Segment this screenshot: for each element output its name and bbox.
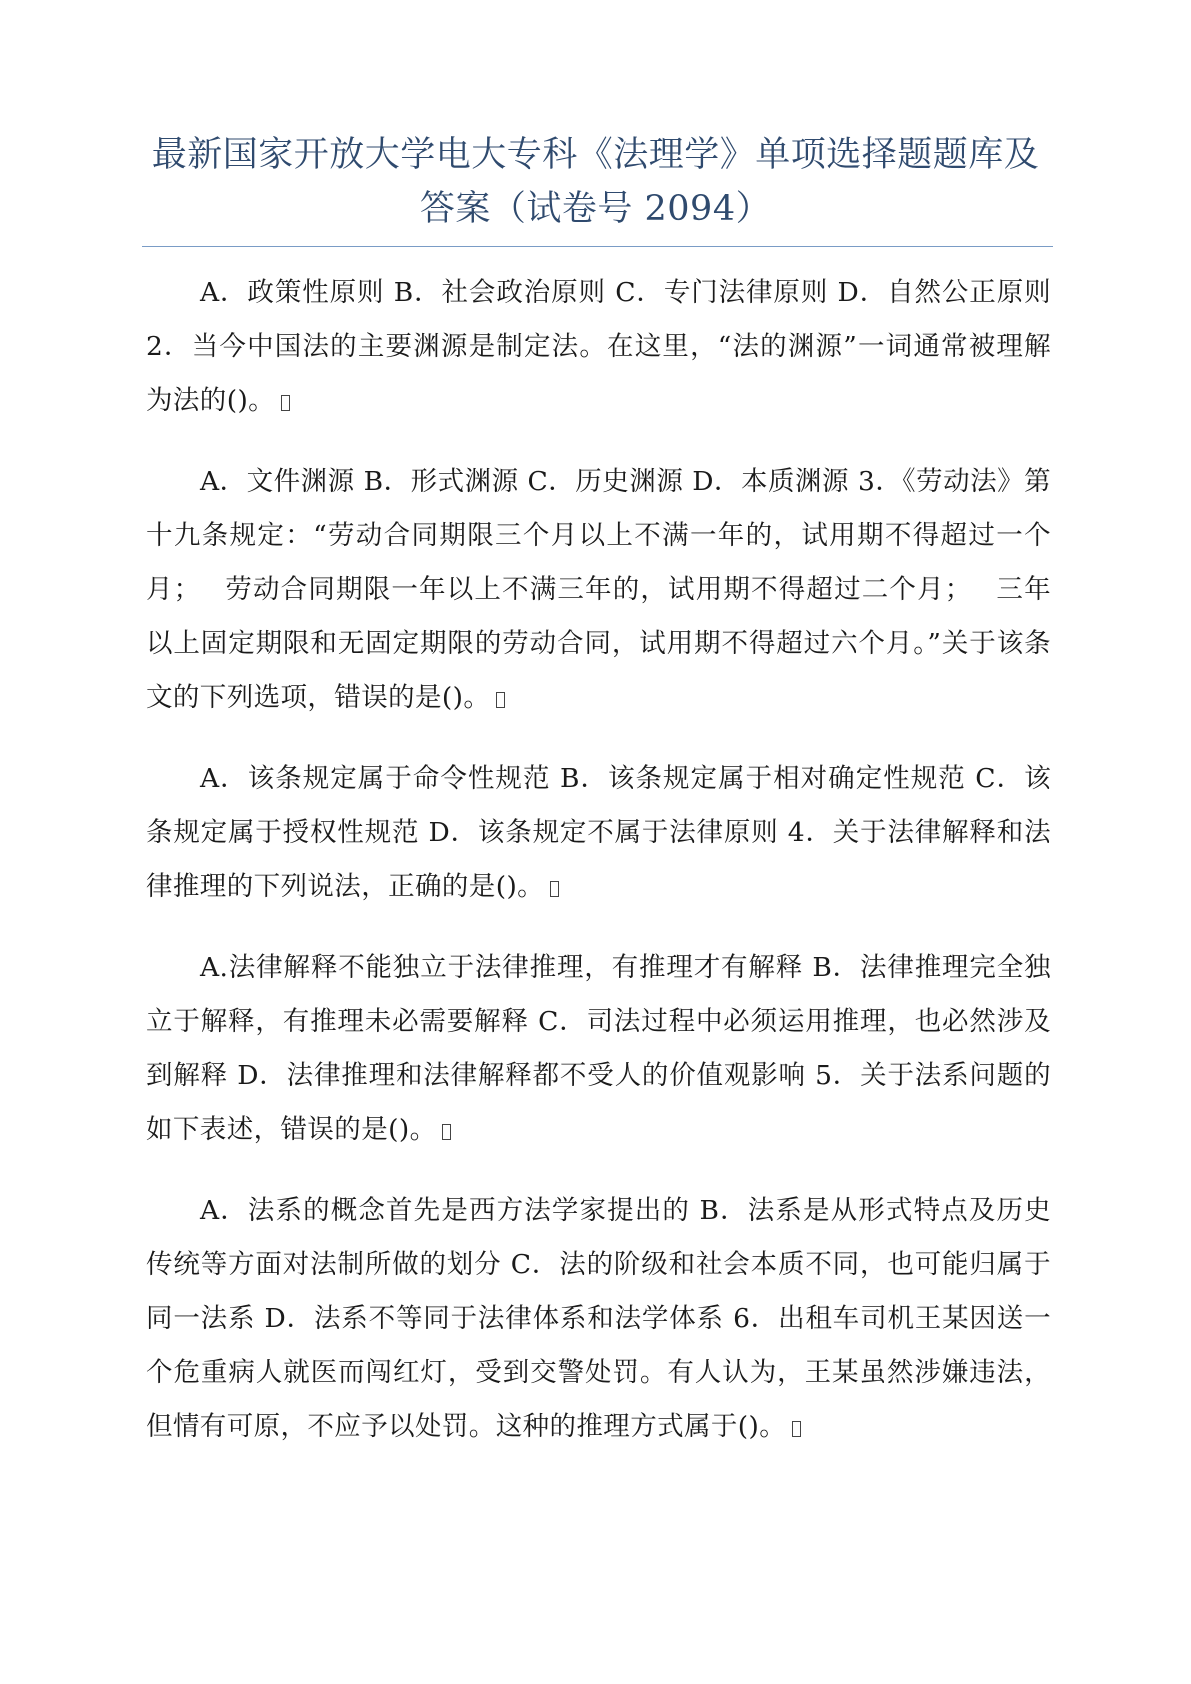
paragraph-text: A．文件渊源 B．形式渊源 C．历史渊源 D．本质渊源 3．《劳动法》第十九条规定：“劳动合同期限三个月以上不满一年的，试用期不得超过一个月； 劳动合同期限一年以上不满三年的，试用期不得超过二个月； 三年以上固定期限和无固定期限的劳动合同，试用期不得超过六个月。”关于该条文的下列选项，错误的是()。 [146,466,1051,713]
paragraph-text: A．法系的概念首先是西方法学家提出的 B．法系是从形式特点及历史传统等方面对法制所做的划分 C．法的阶级和社会本质不同，也可能归属于同一法系 D．法系不等同于法律体系和法学体系 6．出租车司机王某因送一个危重病人就医而闯红灯，受到交警处罚。有人认为，王某虽然涉嫌违法，但情有可原，不应予以处罚。这种的推理方式属于()。 [146,1195,1051,1442]
placeholder-box-icon [550,881,559,897]
question-paragraph [146,941,1051,1157]
placeholder-box-icon [496,692,505,708]
document-body [146,266,1051,1481]
paragraph-text: A.法律解释不能独立于法律推理，有推理才有解释 B．法律推理完全独立于解释，有推理未必需要解释 C．司法过程中必须运用推理，也必然涉及到解释 D．法律推理和法律解释都不受人的价值观影响 5．关于法系问题的如下表述，错误的是()。 [146,952,1051,1145]
placeholder-box-icon [792,1421,801,1437]
question-paragraph [146,1184,1051,1454]
placeholder-box-icon [442,1124,451,1140]
document-title: 最新国家开放大学电大专科《法理学》单项选择题题库及答案（试卷号 2094） [151,135,1040,229]
question-paragraph [146,455,1051,725]
paragraph-text: A．政策性原则 B．社会政治原则 C．专门法律原则 D．自然公正原则 2．当今中国法的主要渊源是制定法。在这里，“法的渊源”一词通常被理解为法的()。 [146,277,1051,416]
placeholder-box-icon [281,395,290,411]
paragraph-text: A．该条规定属于命令性规范 B．该条规定属于相对确定性规范 C．该条规定属于授权性规范 D．该条规定不属于法律原则 4．关于法律解释和法律推理的下列说法，正确的是()。 [146,763,1051,902]
question-paragraph [146,752,1051,914]
title-underline [142,246,1053,247]
question-paragraph [146,266,1051,428]
